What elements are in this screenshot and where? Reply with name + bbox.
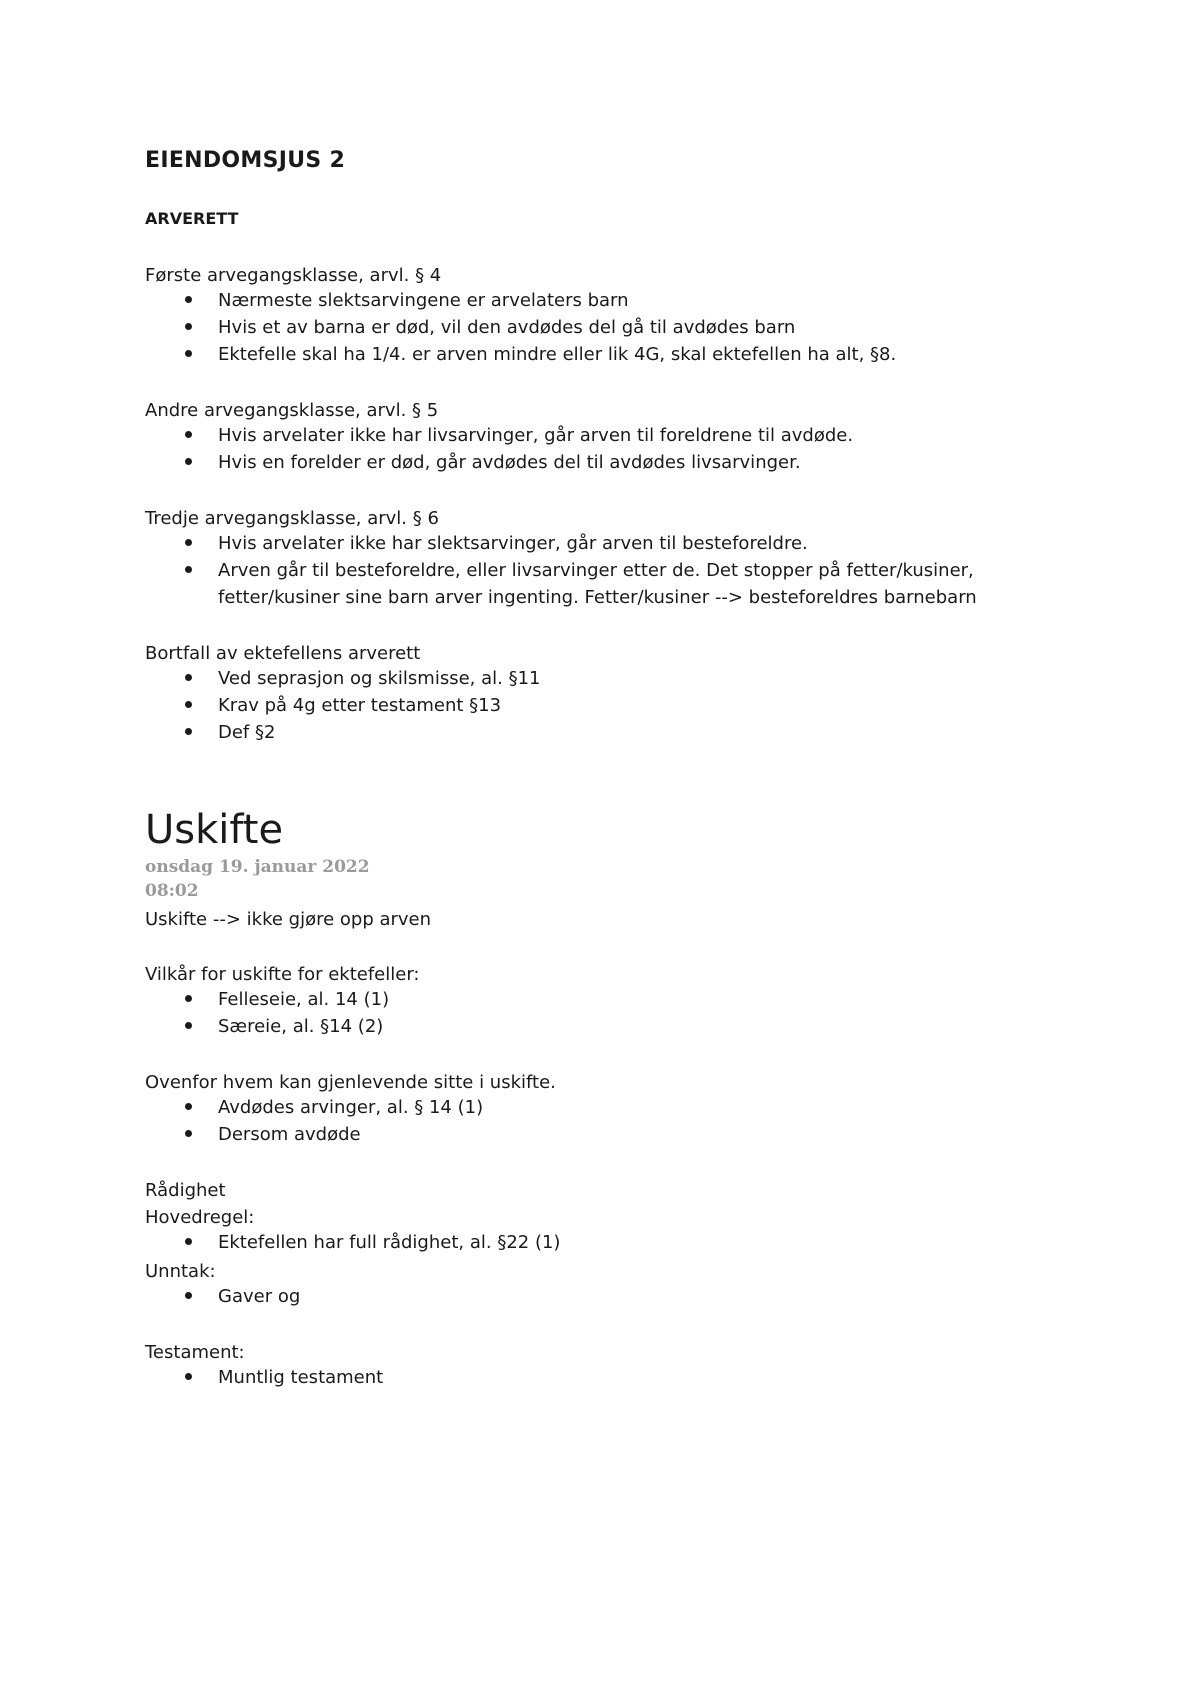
bullet-icon [185, 1238, 192, 1245]
list-item: Muntlig testament [218, 1367, 384, 1388]
bullet-icon [185, 1292, 192, 1299]
section-heading-arverett: ARVERETT [145, 209, 239, 228]
bullet-icon [185, 728, 192, 735]
list-item-continuation: fetter/kusiner sine barn arver ingenting. Fetter/kusiner --> besteforeldres barnebarn [218, 587, 977, 608]
heading-tredje-arvegangsklasse: Tredje arvegangsklasse, arvl. § 6 [145, 508, 439, 529]
heading-andre-arvegangsklasse: Andre arvegangsklasse, arvl. § 5 [145, 400, 439, 421]
bullet-icon [185, 431, 192, 438]
bullet-icon [185, 701, 192, 708]
list-item: Def §2 [218, 722, 276, 743]
bullet-icon [185, 458, 192, 465]
list-item: Gaver og [218, 1286, 301, 1307]
bullet-icon [185, 296, 192, 303]
heading-forste-arvegangsklasse: Første arvegangsklasse, arvl. § 4 [145, 265, 442, 286]
list-item: Felleseie, al. 14 (1) [218, 989, 390, 1010]
list-item: Ektefelle skal ha 1/4. er arven mindre eller lik 4G, skal ektefellen ha alt, §8. [218, 344, 897, 365]
list-item: Hvis arvelater ikke har livsarvinger, går arven til foreldrene til avdøde. [218, 425, 854, 446]
list-item: Arven går til besteforeldre, eller livsarvinger etter de. Det stopper på fetter/kusiner, [218, 560, 974, 581]
note-date: onsdag 19. januar 2022 [145, 857, 370, 877]
list-item: Nærmeste slektsarvingene er arvelaters barn [218, 290, 629, 311]
bullet-icon [185, 539, 192, 546]
bullet-icon [185, 995, 192, 1002]
bullet-icon [185, 1130, 192, 1137]
list-item: Særeie, al. §14 (2) [218, 1016, 384, 1037]
note-time: 08:02 [145, 881, 199, 901]
list-item: Avdødes arvinger, al. § 14 (1) [218, 1097, 484, 1118]
list-item: Hvis et av barna er død, vil den avdødes del gå til avdødes barn [218, 317, 796, 338]
bullet-icon [185, 350, 192, 357]
bullet-icon [185, 566, 192, 573]
bullet-icon [185, 1022, 192, 1029]
list-item: Krav på 4g etter testament §13 [218, 695, 502, 716]
heading-testament: Testament: [145, 1342, 245, 1363]
heading-ovenfor: Ovenfor hvem kan gjenlevende sitte i uskifte. [145, 1072, 556, 1093]
uskifte-intro: Uskifte --> ikke gjøre opp arven [145, 909, 432, 930]
heading-unntak: Unntak: [145, 1261, 216, 1282]
heading-hovedregel: Hovedregel: [145, 1207, 255, 1228]
list-item: Ektefellen har full rådighet, al. §22 (1) [218, 1232, 561, 1253]
heading-radighet: Rådighet [145, 1180, 226, 1201]
list-item: Hvis en forelder er død, går avdødes del til avdødes livsarvinger. [218, 452, 801, 473]
page-title: Uskifte [145, 807, 284, 853]
list-item: Hvis arvelater ikke har slektsarvinger, går arven til besteforeldre. [218, 533, 808, 554]
document-title: EIENDOMSJUS 2 [145, 148, 346, 173]
heading-vilkar: Vilkår for uskifte for ektefeller: [145, 964, 420, 985]
list-item: Ved seprasjon og skilsmisse, al. §11 [218, 668, 541, 689]
list-item: Dersom avdøde [218, 1124, 361, 1145]
bullet-icon [185, 323, 192, 330]
bullet-icon [185, 674, 192, 681]
bullet-icon [185, 1373, 192, 1380]
bullet-icon [185, 1103, 192, 1110]
heading-bortfall: Bortfall av ektefellens arverett [145, 643, 421, 664]
